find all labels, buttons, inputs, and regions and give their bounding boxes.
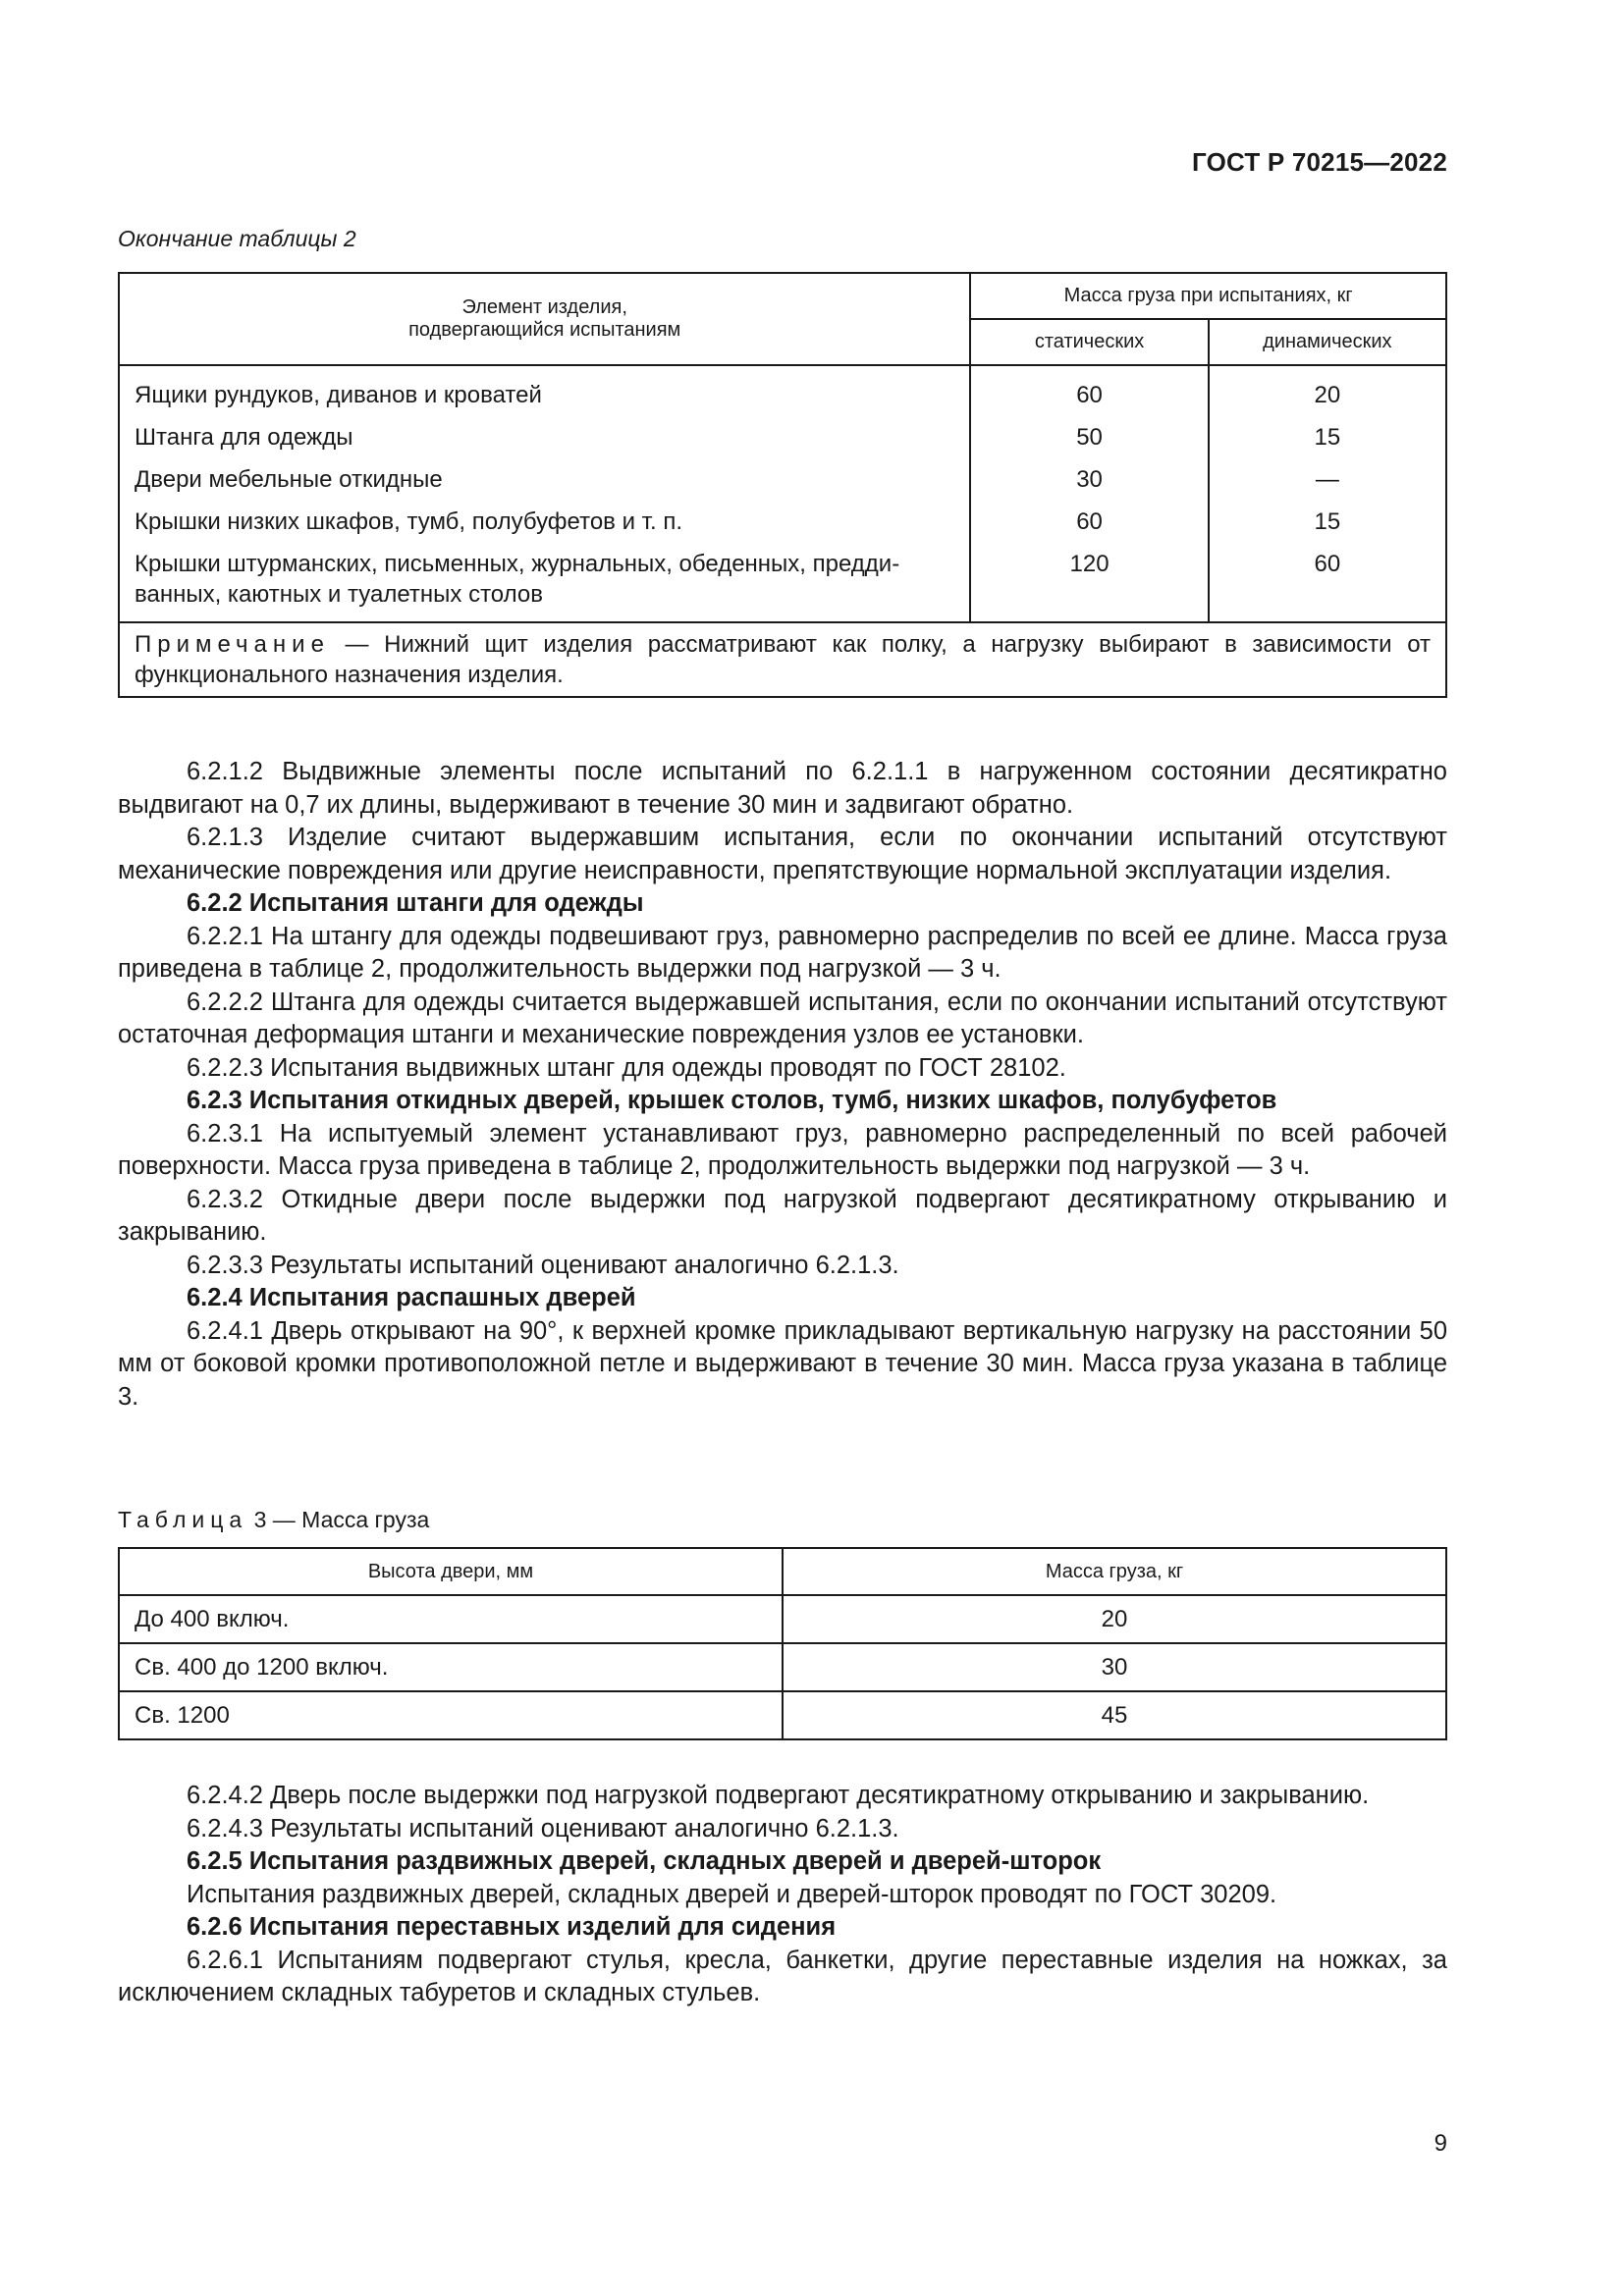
header-load-mass: Масса груза, кг bbox=[783, 1548, 1446, 1595]
row-name bbox=[119, 539, 970, 622]
row-name: Ящики рундуков, диванов и кроватей bbox=[119, 365, 970, 412]
paragraph: 6.2.4.3 Результаты испытаний оценивают аналогично 6.2.1.3. bbox=[187, 1814, 899, 1842]
section-heading: 6.2.6 Испытания переставных изделий для сидения bbox=[187, 1913, 837, 1941]
header-element-line1: Элемент изделия, bbox=[461, 296, 627, 318]
row-mass: 20 bbox=[783, 1595, 1446, 1643]
table-row bbox=[119, 365, 1446, 412]
header-mass: Масса груза при испытаниях, кг bbox=[970, 273, 1446, 319]
table2-caption: Окончание таблицы 2 bbox=[118, 226, 356, 251]
header-dynamic: динамических bbox=[1209, 319, 1446, 365]
header-element bbox=[119, 273, 970, 365]
table3-caption-rest: 3 — Масса груза bbox=[247, 1507, 430, 1532]
table-3 bbox=[118, 1547, 1447, 1740]
paragraph: 6.2.2.2 Штанга для одежды считается выдержавшей испытания, если по окончании испытаний отсутствуют остаточная деформация штанги и механические повреждения узлов ее установки. bbox=[118, 988, 1447, 1048]
row-name: Штанга для одежды bbox=[119, 412, 970, 454]
table-note bbox=[119, 622, 1446, 697]
paragraph: 6.2.3.2 Откидные двери после выдержки под нагрузкой подвергают десятикратному открыванию и закрыванию. bbox=[118, 1185, 1447, 1246]
row-static: 60 bbox=[970, 365, 1208, 412]
row-height: До 400 включ. bbox=[119, 1595, 783, 1643]
page-number: 9 bbox=[1434, 2130, 1447, 2157]
row-name-line2: ванных, каютных и туалетных столов bbox=[135, 581, 543, 608]
paragraph: 6.2.6.1 Испытаниям подвергают стулья, кресла, банкетки, другие переставные изделия на ножках, за исключением складных табуретов и складных стульев. bbox=[118, 1946, 1447, 2006]
paragraph: 6.2.2.1 На штангу для одежды подвешивают груз, равномерно распределив по всей ее длине. Масса груза приведена в таблице 2, продолжительность выдержки под нагрузкой — 3 ч. bbox=[118, 922, 1447, 983]
row-height: Св. 400 до 1200 включ. bbox=[119, 1643, 783, 1691]
paragraph: 6.2.4.2 Дверь после выдержки под нагрузкой подвергают десятикратному открыванию и закрыванию. bbox=[187, 1782, 1370, 1809]
row-dynamic: 15 bbox=[1209, 497, 1446, 539]
body-text-section-1 bbox=[118, 756, 1447, 1414]
table-row bbox=[119, 1643, 1446, 1691]
table-row bbox=[119, 412, 1446, 454]
note-label: Примечание bbox=[135, 631, 330, 658]
paragraph: 6.2.4.1 Дверь открывают на 90°, к верхней кромке прикладывают вертикальную нагрузку на расстоянии 50 мм от боковой кромки противоположной петле и выдерживают в течение 30 мин. Масса груза указана в таблице 3. bbox=[118, 1316, 1447, 1411]
row-mass: 45 bbox=[783, 1691, 1446, 1739]
row-mass: 30 bbox=[783, 1643, 1446, 1691]
table-row bbox=[119, 497, 1446, 539]
row-static: 30 bbox=[970, 454, 1208, 497]
header-static: статических bbox=[970, 319, 1208, 365]
paragraph: 6.2.1.3 Изделие считают выдержавшим испытания, если по окончании испытаний отсутствуют механические повреждения или другие неисправности, препятствующие нормальной эксплуатации изделия. bbox=[118, 824, 1447, 884]
header-element-line2: подвергающийся испытаниям bbox=[408, 319, 681, 341]
row-dynamic: 20 bbox=[1209, 365, 1446, 412]
table-row bbox=[119, 454, 1446, 497]
section-heading: 6.2.3 Испытания откидных дверей, крышек столов, тумб, низких шкафов, полубуфетов bbox=[187, 1087, 1277, 1114]
row-static: 120 bbox=[970, 539, 1208, 622]
row-dynamic: 60 bbox=[1209, 539, 1446, 622]
row-name: Двери мебельные откидные bbox=[119, 454, 970, 497]
row-height: Св. 1200 bbox=[119, 1691, 783, 1739]
row-static: 50 bbox=[970, 412, 1208, 454]
row-static: 60 bbox=[970, 497, 1208, 539]
row-dynamic: — bbox=[1209, 454, 1446, 497]
section-heading: 6.2.4 Испытания распашных дверей bbox=[187, 1284, 636, 1311]
section-heading: 6.2.2 Испытания штанги для одежды bbox=[187, 889, 644, 917]
row-name: Крышки низких шкафов, тумб, полубуфетов и т. п. bbox=[119, 497, 970, 539]
note-text: — Нижний щит изделия рассматривают как полку, а нагрузку выбирают в зависимости от функционального назначения изделия. bbox=[135, 631, 1431, 688]
section-heading: 6.2.5 Испытания раздвижных дверей, складных дверей и дверей-шторок bbox=[187, 1847, 1102, 1875]
table-2 bbox=[118, 272, 1447, 698]
paragraph: 6.2.3.1 На испытуемый элемент устанавливают груз, равномерно распределенный по всей рабочей поверхности. Масса груза приведена в таблице 2, продолжительность выдержки под нагрузкой — 3 ч. bbox=[118, 1119, 1447, 1180]
paragraph: 6.2.2.3 Испытания выдвижных штанг для одежды проводят по ГОСТ 28102. bbox=[187, 1053, 1066, 1082]
header-door-height: Высота двери, мм bbox=[119, 1548, 783, 1595]
row-dynamic: 15 bbox=[1209, 412, 1446, 454]
paragraph: 6.2.1.2 Выдвижные элементы после испытаний по 6.2.1.1 в нагруженном состоянии десятикратно выдвигают на 0,7 их длины, выдерживают в течение 30 мин и задвигают обратно. bbox=[118, 758, 1447, 819]
document-header: ГОСТ Р 70215—2022 bbox=[1192, 147, 1447, 177]
table-row bbox=[119, 1595, 1446, 1643]
paragraph: 6.2.3.3 Результаты испытаний оценивают аналогично 6.2.1.3. bbox=[187, 1251, 899, 1279]
table3-caption-label: Таблица bbox=[118, 1507, 248, 1532]
table-row bbox=[119, 539, 1446, 622]
row-name-line1: Крышки штурманских, письменных, журнальных, обеденных, предди- bbox=[135, 551, 900, 577]
body-text-section-2 bbox=[118, 1780, 1447, 2010]
paragraph: Испытания раздвижных дверей, складных дверей и дверей-шторок проводят по ГОСТ 30209. bbox=[187, 1880, 1277, 1908]
table3-caption bbox=[118, 1507, 429, 1533]
table-row bbox=[119, 1691, 1446, 1739]
